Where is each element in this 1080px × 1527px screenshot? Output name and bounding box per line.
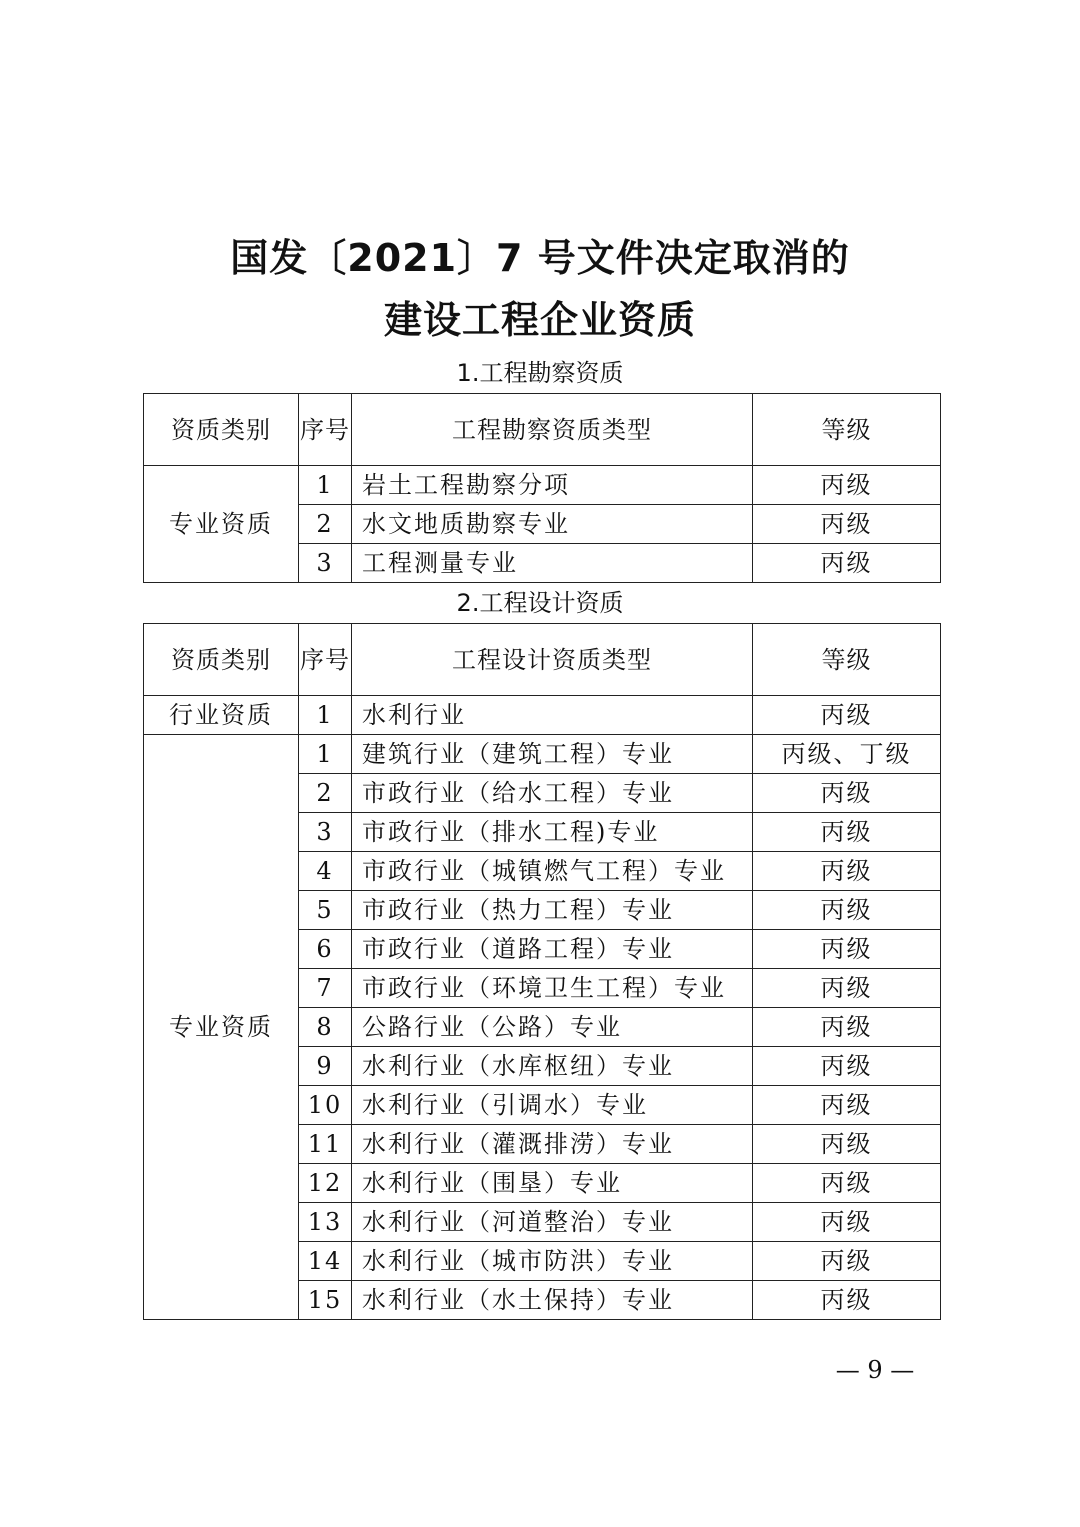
- category-cell: 专业资质: [144, 735, 299, 1320]
- type-cell: 市政行业（环境卫生工程）专业: [352, 969, 753, 1008]
- type-cell: 水利行业（围垦）专业: [352, 1164, 753, 1203]
- grade-cell: 丙级: [753, 930, 941, 969]
- seq-cell: 5: [299, 891, 352, 930]
- type-cell: 市政行业（道路工程）专业: [352, 930, 753, 969]
- type-cell: 公路行业（公路）专业: [352, 1008, 753, 1047]
- seq-cell: 7: [299, 969, 352, 1008]
- section-title-design: 2.工程设计资质: [456, 589, 624, 617]
- table-header-row: [144, 394, 941, 466]
- type-cell: 水利行业（河道整治）专业: [352, 1203, 753, 1242]
- header-category: 资质类别: [144, 624, 299, 696]
- grade-cell: 丙级: [753, 774, 941, 813]
- header-seq: 序号: [299, 624, 352, 696]
- seq-cell: 13: [299, 1203, 352, 1242]
- seq-cell: 3: [299, 813, 352, 852]
- grade-cell: 丙级: [753, 466, 941, 505]
- seq-cell: 3: [299, 544, 352, 583]
- seq-cell: 2: [299, 505, 352, 544]
- category-cell: 行业资质: [144, 696, 299, 735]
- header-type: 工程勘察资质类型: [352, 394, 753, 466]
- type-cell: 水利行业: [352, 696, 753, 735]
- seq-cell: 11: [299, 1125, 352, 1164]
- type-cell: 水利行业（水库枢纽）专业: [352, 1047, 753, 1086]
- page-number: — 9 —: [835, 1356, 915, 1384]
- table-row: [144, 735, 941, 774]
- section-title-survey: 1.工程勘察资质: [456, 359, 624, 387]
- type-cell: 水文地质勘察专业: [352, 505, 753, 544]
- type-cell: 水利行业（城市防洪）专业: [352, 1242, 753, 1281]
- grade-cell: 丙级: [753, 696, 941, 735]
- seq-cell: 2: [299, 774, 352, 813]
- grade-cell: 丙级: [753, 505, 941, 544]
- header-grade: 等级: [753, 624, 941, 696]
- grade-cell: 丙级: [753, 813, 941, 852]
- header-grade: 等级: [753, 394, 941, 466]
- seq-cell: 14: [299, 1242, 352, 1281]
- grade-cell: 丙级: [753, 1008, 941, 1047]
- type-cell: 市政行业（给水工程）专业: [352, 774, 753, 813]
- grade-cell: 丙级: [753, 1281, 941, 1320]
- seq-cell: 6: [299, 930, 352, 969]
- category-cell: 专业资质: [144, 466, 299, 583]
- seq-cell: 1: [299, 466, 352, 505]
- seq-cell: 1: [299, 696, 352, 735]
- type-cell: 市政行业（热力工程）专业: [352, 891, 753, 930]
- seq-cell: 9: [299, 1047, 352, 1086]
- table-row: [144, 696, 941, 735]
- grade-cell: 丙级: [753, 1164, 941, 1203]
- header-category: 资质类别: [144, 394, 299, 466]
- grade-cell: 丙级: [753, 1125, 941, 1164]
- type-cell: 市政行业（排水工程)专业: [352, 813, 753, 852]
- seq-cell: 15: [299, 1281, 352, 1320]
- type-cell: 水利行业（水土保持）专业: [352, 1281, 753, 1320]
- type-cell: 市政行业（城镇燃气工程）专业: [352, 852, 753, 891]
- grade-cell: 丙级: [753, 1047, 941, 1086]
- document-title-line-2: 建设工程企业资质: [383, 298, 696, 342]
- grade-cell: 丙级: [753, 969, 941, 1008]
- seq-cell: 1: [299, 735, 352, 774]
- type-cell: 水利行业（引调水）专业: [352, 1086, 753, 1125]
- table-header-row: [144, 624, 941, 696]
- seq-cell: 12: [299, 1164, 352, 1203]
- document-title-line-1: 国发〔2021〕7 号文件决定取消的: [230, 236, 850, 280]
- grade-cell: 丙级: [753, 852, 941, 891]
- type-cell: 水利行业（灌溉排涝）专业: [352, 1125, 753, 1164]
- type-cell: 岩土工程勘察分项: [352, 466, 753, 505]
- design-qualification-table: [143, 623, 941, 1320]
- grade-cell: 丙级: [753, 1242, 941, 1281]
- header-type: 工程设计资质类型: [352, 624, 753, 696]
- type-cell: 工程测量专业: [352, 544, 753, 583]
- header-seq: 序号: [299, 394, 352, 466]
- seq-cell: 4: [299, 852, 352, 891]
- grade-cell: 丙级、丁级: [753, 735, 941, 774]
- table-row: [144, 466, 941, 505]
- type-cell: 建筑行业（建筑工程）专业: [352, 735, 753, 774]
- survey-qualification-table: [143, 393, 941, 583]
- grade-cell: 丙级: [753, 1086, 941, 1125]
- grade-cell: 丙级: [753, 1203, 941, 1242]
- seq-cell: 10: [299, 1086, 352, 1125]
- seq-cell: 8: [299, 1008, 352, 1047]
- grade-cell: 丙级: [753, 544, 941, 583]
- grade-cell: 丙级: [753, 891, 941, 930]
